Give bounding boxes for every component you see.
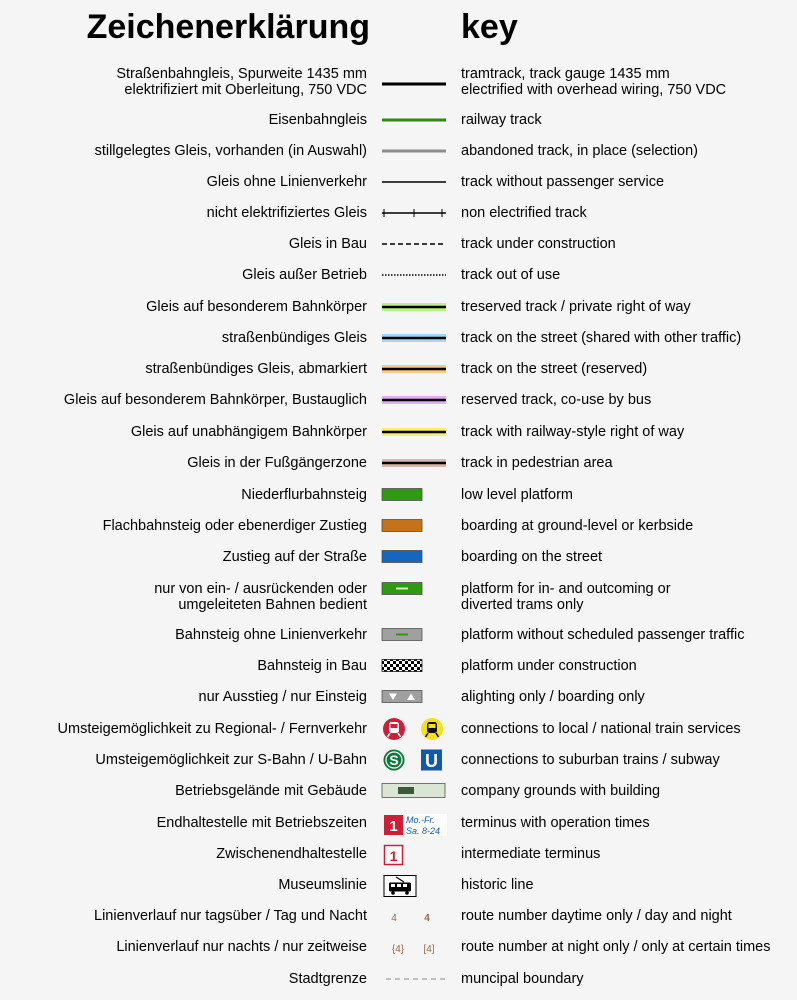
label-de: Betriebsgelände mit Gebäude — [175, 783, 367, 799]
label-en: track with railway-style right of way — [461, 424, 685, 440]
symbol-pedestrian-track — [378, 456, 450, 470]
label-en: low level platform — [461, 487, 574, 503]
symbol-ground-platform — [378, 518, 450, 534]
label-en: non electrified track — [461, 205, 587, 221]
label-de: Zwischenendhaltestelle — [216, 846, 367, 862]
label-en: boarding on the street — [461, 549, 603, 565]
label-de: straßenbündiges Gleis, abmarkiert — [145, 361, 367, 377]
regional-train-icon — [383, 718, 405, 740]
label-en: track on the street (shared with other traffic) — [461, 330, 742, 346]
symbol-company-grounds — [378, 782, 450, 800]
label-de: Umsteigemöglichkeit zu Regional- / Fernverkehr — [57, 721, 367, 737]
label-de: Stadtgrenze — [288, 971, 367, 987]
label-de: stillgelegtes Gleis, vorhanden (in Auswahl) — [94, 143, 367, 159]
label-de: Gleis auf unabhängigem Bahnkörper — [130, 424, 367, 440]
symbol-abandoned-track — [378, 147, 450, 155]
symbol-depot-platform — [378, 581, 450, 597]
symbol-platform-no-service — [378, 627, 450, 643]
label-en: terminus with operation times — [461, 815, 650, 831]
label-de: straßenbündiges Gleis — [221, 330, 367, 346]
label-de: nicht elektrifiziertes Gleis — [206, 205, 367, 221]
label-en: reserved track, co-use by bus — [461, 392, 652, 408]
label-en: platform for in- and outcoming or — [461, 581, 671, 597]
symbol-bus-co-use-track — [378, 393, 450, 407]
symbol-low-platform — [378, 487, 450, 503]
label-en: abandoned track, in place (selection) — [461, 143, 698, 159]
terminus-number: 1 — [389, 818, 398, 835]
label-de: Bahnsteig in Bau — [257, 658, 367, 674]
label-en: company grounds with building — [461, 783, 661, 799]
label-en: track on the street (reserved) — [461, 361, 648, 377]
label-de: Gleis ohne Linienverkehr — [206, 174, 367, 190]
symbol-alighting-boarding-only — [378, 689, 450, 705]
title-english: key — [461, 8, 518, 46]
u-bahn-icon — [421, 750, 442, 772]
symbol-no-service-track — [378, 178, 450, 186]
label-de-line2: umgeleiteten Bahnen bedient — [178, 597, 367, 613]
u-bahn-letter: U — [425, 751, 438, 771]
symbol-railway-track — [378, 116, 450, 124]
label-en: treserved track / private right of way — [461, 299, 691, 315]
label-de: Linienverlauf nur nachts / nur zeitweise — [116, 939, 367, 955]
label-de: Gleis in Bau — [288, 236, 367, 252]
label-en: track under construction — [461, 236, 616, 252]
label-en: railway track — [461, 112, 542, 128]
label-en: tramtrack, track gauge 1435 mm — [461, 66, 670, 82]
label-de: nur von ein- / ausrückenden oder — [154, 581, 367, 597]
label-de: nur Ausstieg / nur Einsteig — [198, 689, 367, 705]
label-de: Straßenbahngleis, Spurweite 1435 mm — [116, 66, 367, 82]
historic-tram-icon — [378, 874, 450, 898]
s-bahn-letter: S — [389, 752, 399, 768]
terminus-times-weekday: Mo.-Fr. — [406, 815, 435, 825]
label-en: track in pedestrian area — [461, 455, 613, 471]
symbol-intermediate-terminus — [378, 843, 450, 867]
label-en: route number daytime only / day and night — [461, 908, 732, 924]
label-en: track without passenger service — [461, 174, 665, 190]
label-en: platform under construction — [461, 658, 637, 674]
label-de: Endhaltestelle mit Betriebszeiten — [156, 815, 367, 831]
label-de: Eisenbahngleis — [268, 112, 367, 128]
label-de: Bahnsteig ohne Linienverkehr — [175, 627, 367, 643]
label-en: route number at night only / only at certain times — [461, 939, 771, 955]
terminus-times-saturday: Sa. 8-24 — [406, 826, 441, 836]
label-en: alighting only / boarding only — [461, 689, 645, 705]
label-en: connections to local / national train services — [461, 721, 741, 737]
label-en-line2: diverted trams only — [461, 597, 584, 613]
route-number-night: {4} — [391, 944, 405, 955]
route-number-daytime: 4 — [391, 913, 397, 924]
symbol-platform-under-construction — [378, 658, 450, 674]
label-de: Niederflurbahnsteig — [241, 487, 367, 503]
label-de: Gleis außer Betrieb — [242, 267, 367, 283]
label-de: Flachbahnsteig oder ebenerdiger Zustieg — [102, 518, 367, 534]
symbol-terminus — [378, 813, 450, 839]
label-en: intermediate terminus — [461, 846, 601, 862]
route-number-day-and-night: 4 — [424, 913, 430, 924]
label-en: historic line — [461, 877, 534, 893]
s-bahn-icon — [384, 750, 405, 771]
symbol-reserved-track — [378, 300, 450, 314]
label-en: platform without scheduled passenger traffic — [461, 627, 745, 643]
label-de: Linienverlauf nur tagsüber / Tag und Nacht — [94, 908, 367, 924]
label-de: Gleis in der Fußgängerzone — [187, 455, 367, 471]
label-en: connections to suburban trains / subway — [461, 752, 720, 768]
intermediate-terminus-number: 1 — [389, 848, 398, 864]
route-number-sometimes: [4] — [423, 944, 435, 955]
label-en: track out of use — [461, 267, 561, 283]
label-de-line2: elektrifiziert mit Oberleitung, 750 VDC — [124, 82, 367, 98]
label-en: muncipal boundary — [461, 971, 584, 987]
symbol-tramtrack — [378, 80, 450, 88]
symbol-track-under-construction — [378, 240, 450, 248]
symbol-street-boarding — [378, 549, 450, 565]
label-de: Museumslinie — [278, 877, 367, 893]
symbol-non-electrified-track — [378, 206, 450, 220]
symbol-independent-track — [378, 425, 450, 439]
symbol-street-track — [378, 331, 450, 345]
label-de: Gleis auf besonderem Bahnkörper — [146, 299, 367, 315]
title-german: Zeichenerklärung — [86, 8, 370, 46]
label-de: Zustieg auf der Straße — [222, 549, 367, 565]
long-distance-train-icon — [421, 718, 443, 740]
symbol-track-out-of-use — [378, 271, 450, 279]
label-en-line2: electrified with overhead wiring, 750 VDC — [461, 82, 727, 98]
symbol-municipal-boundary — [378, 975, 450, 983]
label-de: Gleis auf besonderem Bahnkörper, Bustauglich — [63, 392, 367, 408]
symbol-street-track-marked — [378, 362, 450, 376]
label-en: boarding at ground-level or kerbside — [461, 518, 694, 534]
label-de: Umsteigemöglichkeit zur S-Bahn / U-Bahn — [95, 752, 367, 768]
